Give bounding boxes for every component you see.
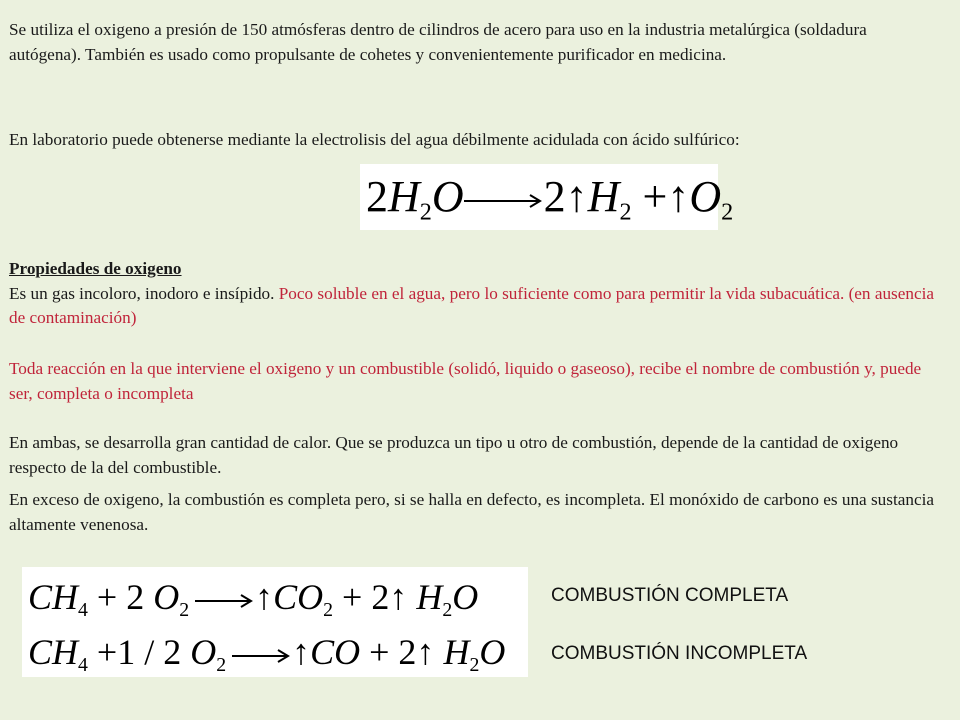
eq-subscript: 4 — [78, 598, 88, 621]
gas-up-arrow: ↑ — [292, 632, 311, 672]
eq-carbon-dioxide: CO — [273, 577, 324, 617]
eq-methane: CH — [28, 577, 79, 617]
eq-plus: + 2 — [369, 632, 417, 672]
eq-oxygen: O — [153, 577, 180, 617]
eq-subscript: 2 — [216, 653, 227, 676]
eq-carbon-monoxide: CO — [310, 632, 361, 672]
paragraph-uses: Se utiliza el oxigeno a presión de 150 atmósferas dentro de cilindros de acero para uso en la industria metalúrgica (soldadura autógena). También es usado como propulsante de cohetes y convenientemente purificador en medicina. — [9, 20, 867, 64]
eq-plus: + — [642, 172, 668, 221]
eq-plus: + 2 — [342, 577, 390, 617]
eq-subscript: 2 — [323, 598, 334, 621]
eq-subscript: 2 — [619, 198, 632, 226]
gas-up-arrow: ↑ — [389, 577, 408, 617]
eq-oxygen: O — [190, 632, 217, 672]
incomplete-combustion-equation — [22, 627, 528, 677]
properties-black-text: Es un gas incoloro, inodoro e insípido. — [9, 283, 275, 303]
gas-up-arrow: ↑ — [565, 172, 588, 221]
eq-oxygen: O — [689, 172, 722, 221]
paragraph-heat: En ambas, se desarrolla gran cantidad de calor. Que se produzca un tipo u otro de combustión, depende de la cantidad de oxigeno respecto de la del combustible. — [9, 433, 899, 477]
eq-hydrogen: H — [587, 172, 620, 221]
eq-coef: 2 — [366, 172, 388, 221]
eq-subscript: 2 — [721, 198, 734, 226]
eq-subscript: 2 — [469, 653, 480, 676]
gas-up-arrow: ↑ — [416, 632, 435, 672]
eq-oxygen: O — [479, 632, 506, 672]
paragraph-combustion: Toda reacción en la que interviene el oxigeno y un combustible (solidó, liquido o gaseoso), recibe el nombre de combustión y, puede ser, completa o incompleta — [9, 359, 922, 403]
gas-up-arrow: ↑ — [255, 577, 274, 617]
gas-up-arrow: ↑ — [667, 172, 690, 221]
electrolysis-equation — [360, 164, 734, 230]
section-heading: Propiedades de oxigeno — [9, 259, 182, 278]
eq-subscript: 2 — [179, 598, 190, 621]
reaction-arrow-icon — [226, 646, 292, 666]
complete-combustion-equation — [22, 567, 528, 627]
eq-subscript: 4 — [78, 653, 88, 676]
eq-plus: + 2 — [96, 577, 145, 617]
eq-methane: CH — [28, 632, 79, 672]
paragraph-excess: En exceso de oxigeno, la combustión es completa pero, si se halla en defecto, es incompleta. El monóxido de carbono es una sustancia altamente venenosa. — [9, 490, 934, 534]
reaction-arrow-icon — [464, 191, 544, 211]
eq-coef: 2 — [543, 172, 566, 221]
eq-oxygen: O — [452, 577, 479, 617]
eq-oxygen: O — [431, 172, 464, 221]
properties-block — [9, 257, 939, 331]
eq-subscript: 2 — [419, 198, 432, 226]
paragraph-laboratory: En laboratorio puede obtenerse mediante la electrolisis del agua débilmente acidulada con ácido sulfúrico: — [9, 130, 740, 149]
eq-hydrogen: H — [443, 632, 470, 672]
eq-hydrogen: H — [388, 172, 420, 221]
eq-subscript: 2 — [442, 598, 453, 621]
label-complete-combustion: COMBUSTIÓN COMPLETA — [551, 585, 789, 606]
properties-red-text: Poco soluble en el agua, pero lo suficiente como para permitir la vida subacuática. (en ausencia de contaminación) — [9, 283, 934, 327]
reaction-arrow-icon — [189, 591, 255, 611]
eq-plus: +1 / 2 — [96, 632, 182, 672]
label-incomplete-combustion: COMBUSTIÓN INCOMPLETA — [551, 643, 808, 664]
eq-hydrogen: H — [416, 577, 443, 617]
